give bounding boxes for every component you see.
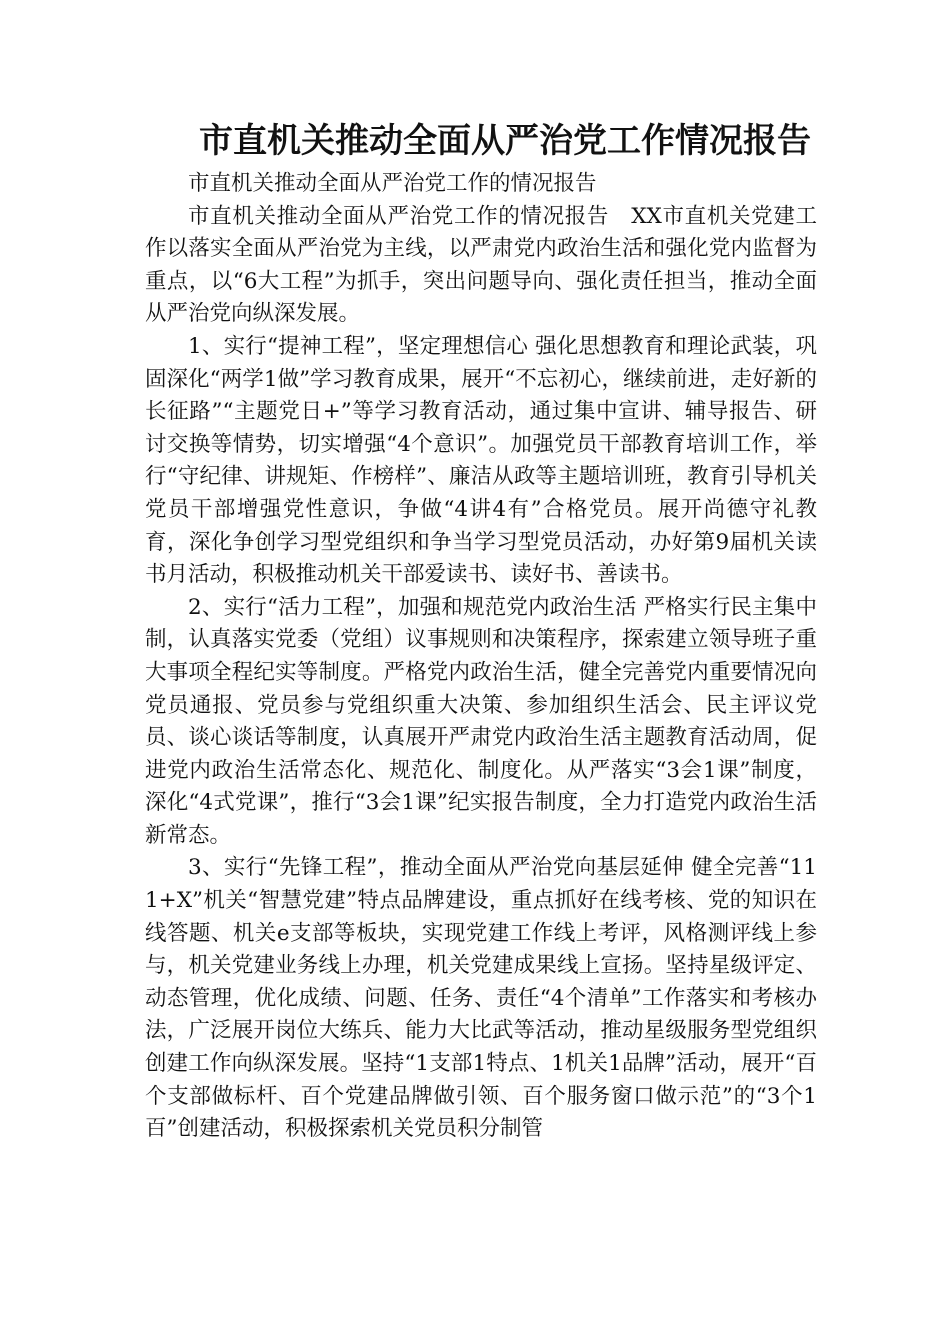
paragraph-intro: 市直机关推动全面从严治党工作的情况报告 XX市直机关党建工作以落实全面从严治党为主线，以严肃党内政治生活和强化党内监督为重点，以“6大工程”为抓手，突出问题导向、强化责任担当，推动全面从严治党向纵深发展。: [145, 203, 817, 327]
document-title: 市直机关推动全面从严治党工作情况报告: [199, 121, 811, 161]
document-body: [145, 168, 817, 1146]
paragraph-subtitle: 市直机关推动全面从严治党工作的情况报告: [188, 171, 597, 196]
paragraph-section-3: 3、实行“先锋工程”，推动全面从严治党向基层延伸 健全完善“111+X”机关“智慧党建”特点品牌建设，重点抓好在线考核、党的知识在线答题、机关e支部等板块，实现党建工作线上考评，风格测评线上参与，机关党建业务线上办理，机关党建成果线上宣扬。坚持星级评定、动态管理，优化成绩、问题、任务、责任“4个清单”工作落实和考核办法，广泛展开岗位大练兵、能力大比武等活动，推动星级服务型党组织创建工作向纵深发展。坚持“1支部1特点、1机关1品牌”活动，展开“百个支部做标杆、百个党建品牌做引领、百个服务窗口做示范”的“3个1百”创建活动，积极探索机关党员积分制管: [145, 855, 817, 1142]
paragraph-section-2: 2、实行“活力工程”，加强和规范党内政治生活 严格实行民主集中制，认真落实党委（党组）议事规则和决策程序，探索建立领导班子重大事项全程纪实等制度。严格党内政治生活，健全完善党内重要情况向党员通报、党员参与党组织重大决策、参加组织生活会、民主评议党员、谈心谈话等制度，认真展开严肃党内政治生活主题教育活动周，促进党内政治生活常态化、规范化、制度化。从严落实“3会1课”制度，深化“4式党课”，推行“3会1课”纪实报告制度，全力打造党内政治生活新常态。: [145, 594, 817, 848]
paragraph-section-1: 1、实行“提神工程”，坚定理想信心 强化思想教育和理论武装，巩固深化“两学1做”学习教育成果，展开“不忘初心，继续前进，走好新的长征路”“主题党日+”等学习教育活动，通过集中宣讲、辅导报告、研讨交换等情势，切实增强“4个意识”。加强党员干部教育培训工作，举行“守纪律、讲规矩、作榜样”、廉洁从政等主题培训班，教育引导机关党员干部增强党性意识，争做“4讲4有”合格党员。展开尚德守礼教育，深化争创学习型党组织和争当学习型党员活动，办好第9届机关读书月活动，积极推动机关干部爱读书、读好书、善读书。: [145, 333, 817, 588]
